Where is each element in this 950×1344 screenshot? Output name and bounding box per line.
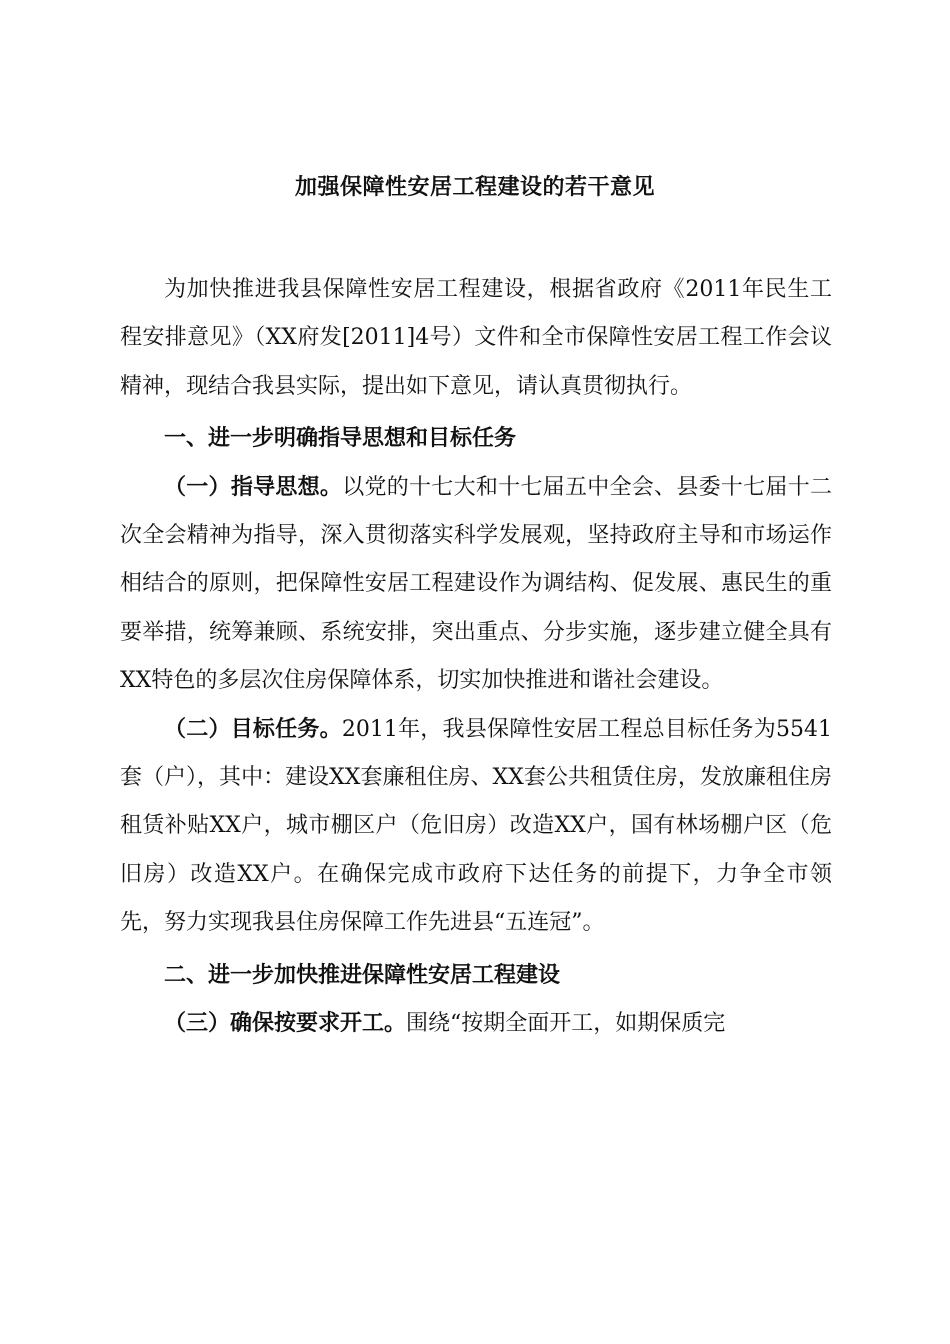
- document-title: 加强保障性安居工程建设的若干意见: [294, 175, 655, 200]
- item3-text: 围绕“按期全面开工，如期保质完: [406, 1011, 726, 1037]
- item1-text: 以党的十七大和十七届五中全会、县委十七届十二次全会精神为指导，深入贯彻落实科学发展观，坚持政府主导和市场运作相结合的原则，把保障性安居工程建设作为调结构、促发展、惠民生的重要举措，统筹兼顾、系统安排，突出重点、分步实施，逐步建立健全具有XX特色的多层次住房保障体系，切实加快推进和谐社会建设。: [120, 474, 832, 694]
- item3-lead: （三）确保按要求开工。: [164, 1011, 407, 1037]
- intro-paragraph: 为加快推进我县保障性安居工程建设，根据省政府《2011年民生工程安排意见》（XX府发[2011]4号）文件和全市保障性安居工程工作会议精神，现结合我县实际，提出如下意见，请认真贯彻执行。: [120, 277, 832, 399]
- item2-text: 2011年，我县保障性安居工程总目标任务为5541套（户），其中：建设XX套廉租住房、XX套公共租赁住房，发放廉租住房租赁补贴XX户，城市棚区户（危旧房）改造XX户，国有林场棚户区（危旧房）改造XX户。在确保完成市政府下达任务的前提下，力争全市领先，努力实现我县住房保障工作先进县“五连冠”。: [120, 716, 832, 936]
- item1-lead: （一）指导思想。: [164, 474, 343, 500]
- item3-paragraph: [120, 1000, 832, 1048]
- item2-lead: （二）目标任务。: [164, 716, 342, 742]
- item2-paragraph: [120, 706, 832, 948]
- section2-heading: 二、进一步加快推进保障性安居工程建设: [164, 962, 561, 988]
- document-body: [120, 266, 832, 1049]
- section1-heading: 一、进一步明确指导思想和目标任务: [164, 426, 517, 452]
- item1-paragraph: [120, 464, 832, 706]
